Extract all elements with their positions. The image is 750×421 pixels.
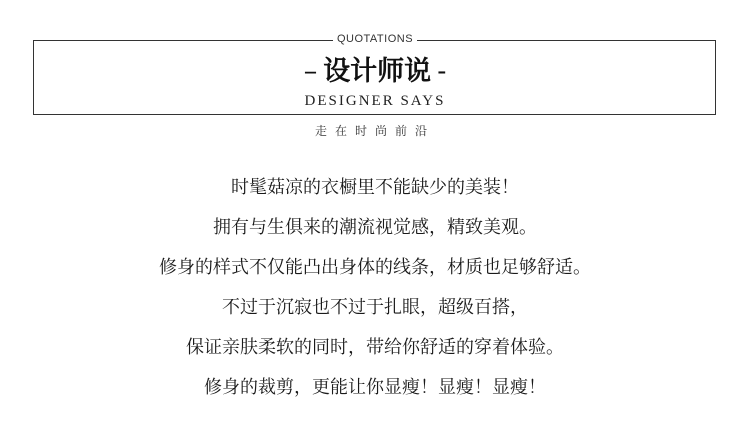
quote-line: 修身的裁剪，更能让你显瘦！显瘦！显瘦！ [204, 377, 546, 398]
title-dash-right: - [437, 56, 447, 87]
quote-body [0, 168, 750, 408]
tagline: 走在时尚前沿 [314, 124, 435, 138]
quote-line: 修身的样式不仅能凸出身体的线条，材质也足够舒适。 [159, 257, 591, 278]
section-subtitle: DESIGNER SAYS [304, 93, 446, 109]
title-dash-left: – [303, 56, 318, 87]
quote-line: 时髦菇凉的衣橱里不能缺少的美装！ [231, 177, 519, 198]
quote-line: 不过于沉寂也不过于扎眼，超级百搭， [222, 297, 528, 318]
section-title [0, 55, 750, 89]
quotations-label [0, 33, 750, 45]
quote-line: 保证亲肤柔软的同时，带给你舒适的穿着体验。 [186, 337, 564, 358]
title-text: 设计师说 [323, 56, 432, 87]
quote-line: 拥有与生俱来的潮流视觉感，精致美观。 [213, 217, 537, 238]
quotations-text: QUOTATIONS [333, 33, 417, 45]
